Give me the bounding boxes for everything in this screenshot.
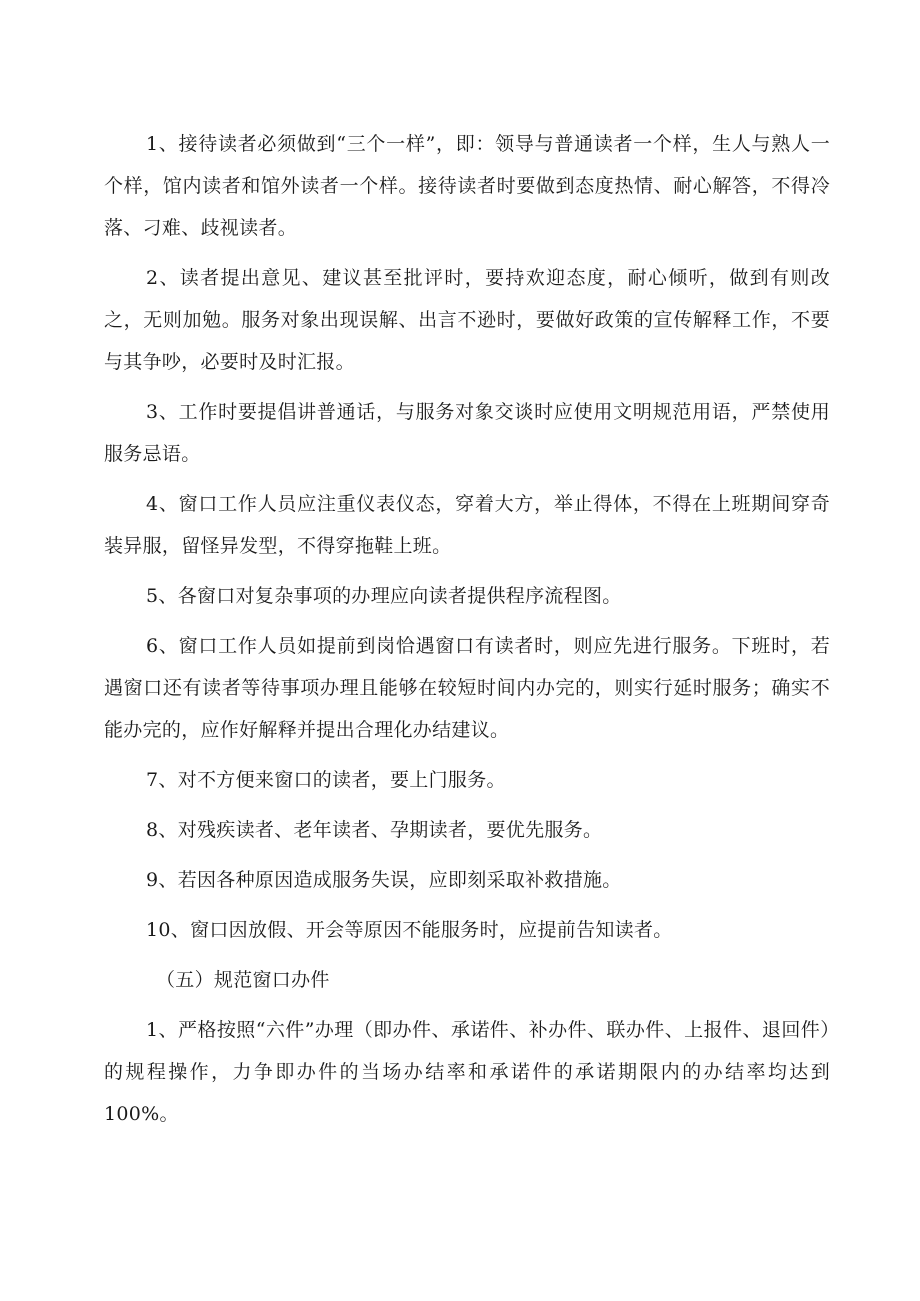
paragraph-2: 2、读者提出意见、建议甚至批评时，要持欢迎态度，耐心倾听，做到有则改之，无则加勉。服务对象出现误解、出言不逊时，要做好政策的宣传解释工作，不要与其争吵，必要时及时汇报。	[104, 267, 830, 373]
section-heading: （五）规范窗口办件	[156, 969, 330, 991]
paragraph-1: 1、接待读者必须做到“三个一样”，即：领导与普通读者一个样，生人与熟人一个样，馆内读者和馆外读者一个样。接待读者时要做到态度热情、耐心解答，不得冷落、刁难、歧视读者。	[104, 133, 830, 239]
document-body	[104, 123, 830, 1143]
paragraph-6: 6、窗口工作人员如提前到岗恰遇窗口有读者时，则应先进行服务。下班时，若遇窗口还有读者等待事项办理且能够在较短时间内办完的，则实行延时服务；确实不能办完的，应作好解释并提出合理化办结建议。	[104, 635, 830, 741]
paragraph-8: 8、对残疾读者、老年读者、孕期读者，要优先服务。	[146, 819, 603, 841]
paragraph-10: 10、窗口因放假、开会等原因不能服务时，应提前告知读者。	[146, 919, 673, 941]
paragraph-7: 7、对不方便来窗口的读者，要上门服务。	[146, 769, 506, 791]
paragraph-11: 1、严格按照“六件”办理（即办件、承诺件、补办件、联办件、上报件、退回件）的规程操作，力争即办件的当场办结率和承诺件的承诺期限内的办结率均达到100%。	[104, 1019, 830, 1125]
paragraph-4: 4、窗口工作人员应注重仪表仪态，穿着大方，举止得体，不得在上班期间穿奇装异服，留怪异发型，不得穿拖鞋上班。	[104, 493, 830, 557]
paragraph-5: 5、各窗口对复杂事项的办理应向读者提供程序流程图。	[146, 585, 622, 607]
paragraph-9: 9、若因各种原因造成服务失误，应即刻采取补救措施。	[146, 869, 622, 891]
paragraph-3: 3、工作时要提倡讲普通话，与服务对象交谈时应使用文明规范用语，严禁使用服务忌语。	[104, 401, 830, 465]
